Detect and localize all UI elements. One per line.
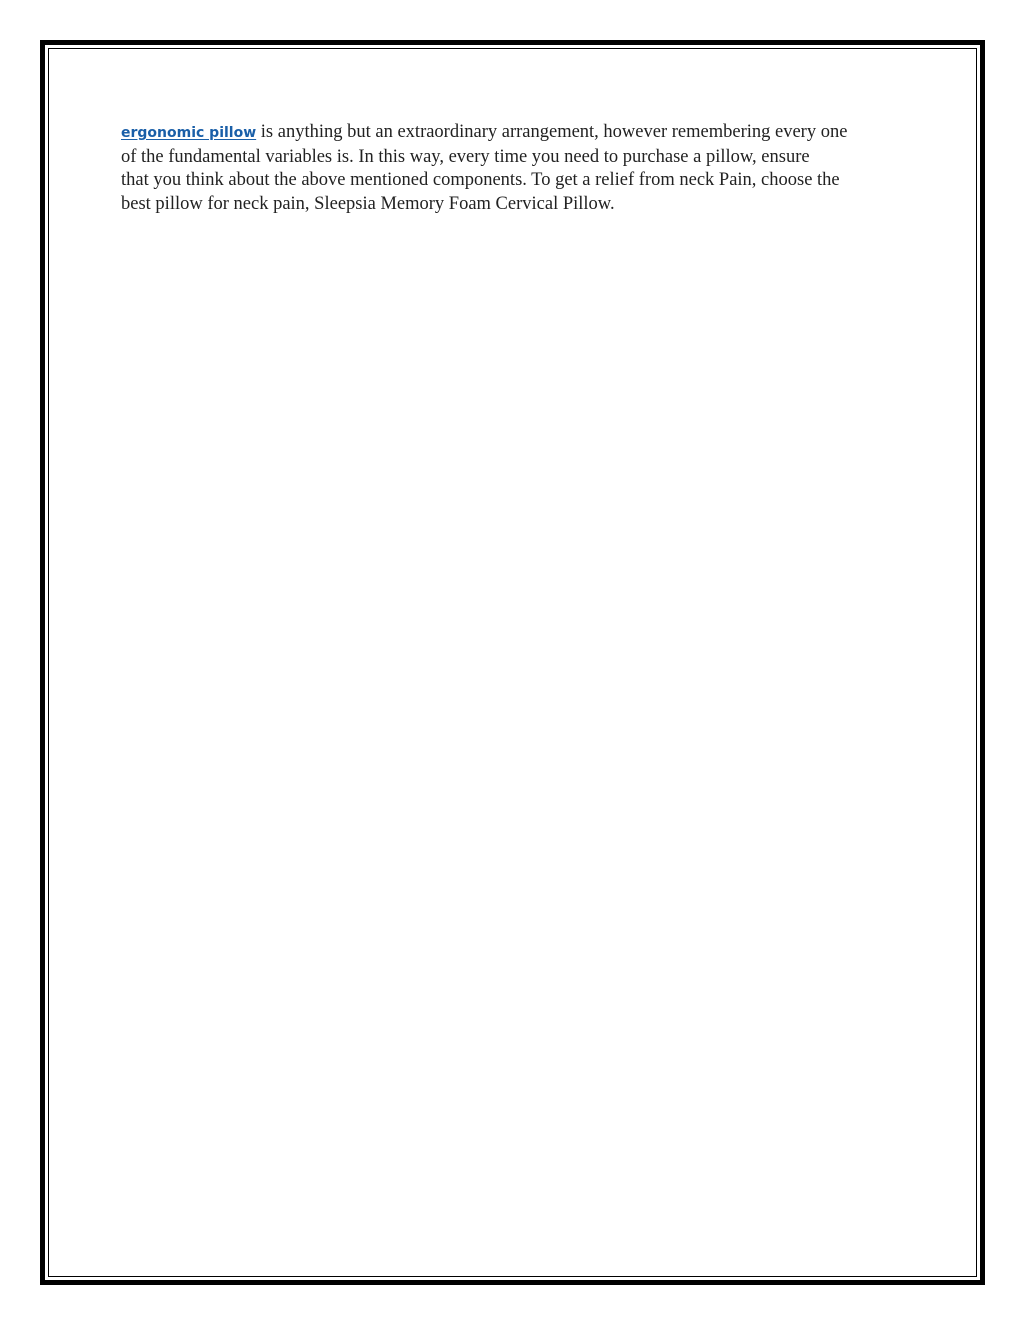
body-paragraph (121, 121, 921, 216)
paragraph-line-1 (121, 121, 921, 146)
ergonomic-pillow-link[interactable]: ergonomic pillow (121, 125, 257, 141)
paragraph-line-2: of the fundamental variables is. In this way, every time you need to purchase a pillow, ensure (121, 146, 810, 167)
page-border (40, 40, 985, 1285)
page-border-inner (48, 48, 977, 1277)
paragraph-line-4: best pillow for neck pain, Sleepsia Memory Foam Cervical Pillow. (121, 193, 615, 214)
paragraph-line-3: that you think about the above mentioned components. To get a relief from neck Pain, choose the (121, 170, 840, 190)
line-1-text: is anything but an extraordinary arrangement, however remembering every one (256, 122, 848, 142)
